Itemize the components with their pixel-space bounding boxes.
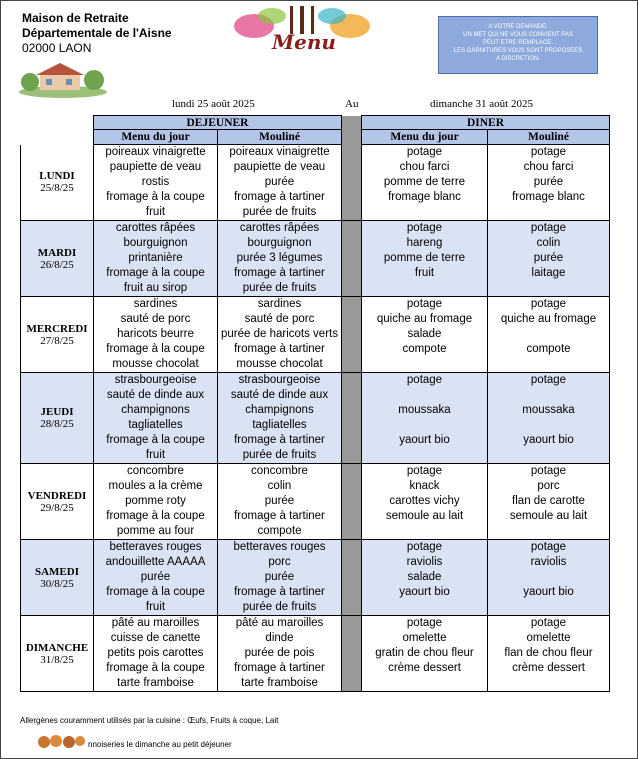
- dish-item: purée de pois: [244, 647, 315, 659]
- dish-item: fromage à tartiner: [234, 586, 325, 598]
- end-date: dimanche 31 août 2025: [430, 98, 533, 110]
- dish-item: yaourt bio: [523, 586, 574, 598]
- notice-line: PEUT ETRE REMPLACE.: [483, 40, 553, 46]
- day-label: [21, 373, 94, 464]
- dish-item: printanière: [128, 252, 183, 264]
- dish-item: fromage blanc: [512, 191, 585, 203]
- dinner-menu-cell: [362, 464, 488, 540]
- day-date: 30/8/25: [40, 577, 74, 590]
- org-city: 02000 LAON: [22, 41, 92, 55]
- dish-item: bourguignon: [123, 237, 188, 249]
- dish-item: [362, 448, 487, 463]
- dish-item: quiche au fromage: [500, 313, 597, 325]
- dish-item: sauté de porc: [244, 313, 315, 325]
- dish-item: sardines: [257, 298, 302, 310]
- dish-item: chou farci: [523, 161, 574, 173]
- day-date: 25/8/25: [40, 182, 74, 195]
- dish-item: rostis: [141, 176, 170, 188]
- dinner-mouline-cell: [488, 373, 610, 464]
- dish-item: tagliatelles: [252, 419, 307, 431]
- dish-item: potage: [406, 465, 443, 477]
- dish-item: [488, 388, 609, 403]
- dish-item: [362, 357, 487, 372]
- dish-item: raviolis: [406, 556, 443, 568]
- dish-item: omelette: [402, 632, 447, 644]
- dish-item: omelette: [526, 632, 571, 644]
- dish-item: sauté de dinde aux: [106, 389, 205, 401]
- dish-item: salade: [407, 571, 442, 583]
- dish-item: [488, 524, 609, 539]
- dish-item: quiche au fromage: [376, 313, 473, 325]
- organization-header: [22, 11, 172, 56]
- column-separator: [342, 297, 362, 373]
- lunch-mouline-cell: [218, 373, 342, 464]
- dish-item: andouillette AAAAA: [105, 556, 206, 568]
- dish-item: tagliatelles: [128, 419, 183, 431]
- dish-item: paupiette de veau: [109, 161, 202, 173]
- dish-item: laitage: [531, 267, 566, 279]
- lunch-menu-cell: [94, 297, 218, 373]
- dish-item: fruit: [145, 206, 166, 218]
- day-name: JEUDI: [40, 406, 74, 418]
- dish-item: potage: [406, 146, 443, 158]
- day-row: [21, 373, 610, 464]
- column-separator: [342, 464, 362, 540]
- lunch-menu-cell: [94, 464, 218, 540]
- start-date: lundi 25 août 2025: [172, 98, 255, 110]
- dish-item: sauté de dinde aux: [230, 389, 329, 401]
- dish-item: fromage à tartiner: [234, 510, 325, 522]
- dish-item: [488, 448, 609, 463]
- notice-line: LES GARNITURES VOUS SONT PROPOSEES: [453, 48, 583, 54]
- dinner-mouline-cell: [488, 464, 610, 540]
- dish-item: pomme roty: [125, 495, 186, 507]
- dish-item: pomme au four: [116, 525, 195, 537]
- dish-item: purée de fruits: [242, 449, 317, 461]
- column-separator: [342, 616, 362, 692]
- dish-item: fromage à la coupe: [106, 267, 205, 279]
- dish-item: potage: [530, 298, 567, 310]
- menu-logo-text: Menu: [272, 30, 336, 54]
- dish-item: carottes râpées: [239, 222, 320, 234]
- dish-item: potage: [530, 146, 567, 158]
- lunch-menu-cell: [94, 540, 218, 616]
- dish-item: fruit au sirop: [123, 282, 188, 294]
- day-date: 26/8/25: [40, 258, 74, 271]
- day-name: MARDI: [37, 246, 77, 259]
- dish-item: purée: [533, 176, 564, 188]
- day-name: SAMEDI: [34, 565, 79, 578]
- dish-item: moules a la crème: [108, 480, 203, 492]
- day-row: [21, 464, 610, 540]
- dish-item: betteraves rouges: [109, 541, 202, 553]
- lunch-mouline-cell: [218, 145, 342, 221]
- dish-item: fromage à la coupe: [106, 343, 205, 355]
- dish-item: potage: [530, 617, 567, 629]
- dish-item: pâté au maroilles: [111, 617, 200, 629]
- dinner-menu-cell: [362, 297, 488, 373]
- dish-item: yaourt bio: [399, 434, 450, 446]
- column-separator: [342, 373, 362, 464]
- dish-item: poireaux vinaigrette: [229, 146, 330, 158]
- dish-item: compote: [402, 343, 447, 355]
- day-row: [21, 540, 610, 616]
- dinner-mouline-cell: [488, 540, 610, 616]
- dish-item: potage: [406, 374, 443, 386]
- dish-item: fromage à tartiner: [234, 267, 325, 279]
- day-date: 27/8/25: [40, 334, 74, 347]
- dish-item: pâté au maroilles: [235, 617, 324, 629]
- dish-item: poireaux vinaigrette: [105, 146, 206, 158]
- dish-item: purée de fruits: [242, 206, 317, 218]
- dish-item: [362, 418, 487, 433]
- dish-item: colin: [536, 237, 561, 249]
- dish-item: moussaka: [398, 404, 451, 416]
- dish-item: potage: [530, 374, 567, 386]
- dish-item: moussaka: [522, 404, 575, 416]
- dish-item: purée: [264, 571, 295, 583]
- lunch-menu-header: Menu du jour: [94, 130, 218, 145]
- dish-item: strasbourgeoise: [114, 374, 197, 386]
- lunch-menu-cell: [94, 221, 218, 297]
- dish-item: fruit: [414, 267, 435, 279]
- dish-item: purée: [140, 571, 171, 583]
- dish-item: gratin de chou fleur: [375, 647, 474, 659]
- dish-item: [362, 281, 487, 296]
- dish-item: sauté de porc: [120, 313, 191, 325]
- day-row: [21, 616, 610, 692]
- dish-item: fromage à tartiner: [234, 191, 325, 203]
- dish-item: [362, 388, 487, 403]
- dinner-mouline-cell: [488, 145, 610, 221]
- dinner-menu-cell: [362, 221, 488, 297]
- dish-item: purée: [533, 252, 564, 264]
- dish-item: [488, 205, 609, 220]
- day-name: MERCREDI: [26, 322, 88, 335]
- lunch-mouline-cell: [218, 540, 342, 616]
- dish-item: fromage à la coupe: [106, 434, 205, 446]
- dish-item: potage: [406, 222, 443, 234]
- dish-item: fromage à la coupe: [106, 510, 205, 522]
- dish-item: [488, 418, 609, 433]
- column-separator: [342, 540, 362, 616]
- notice-line: A VOTRE DEMANDE,: [488, 24, 548, 30]
- dish-item: potage: [530, 222, 567, 234]
- dish-item: chou farci: [399, 161, 450, 173]
- dish-item: flan de carotte: [512, 495, 585, 507]
- dish-item: [488, 281, 609, 296]
- dish-item: carottes vichy: [389, 495, 460, 507]
- dish-item: sardines: [133, 298, 178, 310]
- dish-item: tarte framboise: [241, 677, 318, 689]
- lunch-mouline-cell: [218, 297, 342, 373]
- dish-item: cuisse de canette: [110, 632, 201, 644]
- dish-item: hareng: [406, 237, 443, 249]
- dinner-mouline-cell: [488, 616, 610, 692]
- dish-item: [488, 600, 609, 615]
- lunch-menu-cell: [94, 373, 218, 464]
- notice-line: UN MET QUI NE VOUS CONVIENT PAS: [463, 32, 573, 38]
- dish-item: paupiette de veau: [233, 161, 326, 173]
- dish-item: [362, 524, 487, 539]
- house-illustration: [18, 60, 108, 98]
- dish-item: purée de fruits: [242, 601, 317, 613]
- column-separator: [342, 221, 362, 297]
- viennoiseries-note: nnoiseries le dimanche au petit déjeuner: [88, 740, 232, 749]
- day-row: [21, 221, 610, 297]
- dish-item: potage: [406, 617, 443, 629]
- dish-item: purée: [264, 495, 295, 507]
- dish-item: crème dessert: [388, 662, 461, 674]
- org-name: Maison de Retraite: [22, 11, 129, 25]
- dinner-menu-cell: [362, 145, 488, 221]
- dish-item: raviolis: [530, 556, 567, 568]
- viennoiseries-icon: [36, 733, 86, 749]
- dish-item: yaourt bio: [523, 434, 574, 446]
- dish-item: [488, 676, 609, 691]
- date-separator: Au: [345, 98, 359, 110]
- lunch-menu-cell: [94, 616, 218, 692]
- dinner-mouline-cell: [488, 221, 610, 297]
- day-label: [21, 297, 94, 373]
- dish-item: haricots beurre: [117, 328, 194, 340]
- dish-item: [362, 205, 487, 220]
- day-name: DIMANCHE: [25, 641, 89, 654]
- dish-item: flan de chou fleur: [504, 647, 593, 659]
- dish-item: mousse chocolat: [236, 358, 323, 370]
- dish-item: purée de haricots verts: [221, 328, 338, 340]
- day-label: [21, 540, 94, 616]
- day-name: VENDREDI: [27, 489, 87, 502]
- dish-item: champignons: [121, 404, 190, 416]
- dish-item: carottes râpées: [115, 222, 196, 234]
- dish-item: purée 3 légumes: [236, 252, 323, 264]
- dish-item: compote: [257, 525, 302, 537]
- column-separator: [342, 145, 362, 221]
- dish-item: fromage à tartiner: [234, 662, 325, 674]
- day-label: [21, 616, 94, 692]
- dish-item: petits pois carottes: [107, 647, 204, 659]
- dish-item: [488, 327, 609, 342]
- dish-item: dinde: [265, 632, 294, 644]
- dinner-menu-cell: [362, 540, 488, 616]
- day-label: [21, 464, 94, 540]
- dish-item: [488, 570, 609, 585]
- dish-item: fromage à la coupe: [106, 662, 205, 674]
- dish-item: yaourt bio: [399, 586, 450, 598]
- dish-item: potage: [530, 541, 567, 553]
- notice-banner: [438, 16, 598, 74]
- dish-item: betteraves rouges: [233, 541, 326, 553]
- dish-item: concombre: [251, 465, 308, 477]
- dish-item: potage: [406, 298, 443, 310]
- dish-item: compote: [526, 343, 571, 355]
- org-department: Départementale de l'Aisne: [22, 26, 172, 40]
- dish-item: [362, 600, 487, 615]
- dish-item: knack: [409, 480, 440, 492]
- dish-item: potage: [530, 465, 567, 477]
- dish-item: pomme de terre: [383, 176, 466, 188]
- dish-item: champignons: [245, 404, 314, 416]
- dish-item: fromage à tartiner: [234, 434, 325, 446]
- dinner-header: DINER: [362, 116, 610, 130]
- day-date: 31/8/25: [40, 653, 74, 666]
- notice-line: A DISCRETION.: [495, 56, 540, 62]
- dish-item: [362, 676, 487, 691]
- dinner-mouline-cell: [488, 297, 610, 373]
- dish-item: mousse chocolat: [112, 358, 199, 370]
- dish-item: fruit: [145, 601, 166, 613]
- dinner-menu-header: Menu du jour: [362, 130, 488, 145]
- dish-item: fruit: [145, 449, 166, 461]
- dinner-mouline-header: Mouliné: [488, 130, 610, 145]
- dinner-menu-cell: [362, 373, 488, 464]
- dish-item: porc: [268, 556, 291, 568]
- dish-item: porc: [537, 480, 560, 492]
- lunch-mouline-cell: [218, 221, 342, 297]
- day-date: 29/8/25: [40, 501, 74, 514]
- day-row: [21, 297, 610, 373]
- lunch-mouline-cell: [218, 616, 342, 692]
- dish-item: pomme de terre: [383, 252, 466, 264]
- dish-item: fromage à la coupe: [106, 586, 205, 598]
- dish-item: concombre: [127, 465, 184, 477]
- day-date: 28/8/25: [40, 418, 74, 430]
- dish-item: potage: [406, 541, 443, 553]
- dish-item: semoule au lait: [385, 510, 464, 522]
- dish-item: bourguignon: [247, 237, 312, 249]
- lunch-menu-cell: [94, 145, 218, 221]
- day-name: LUNDI: [39, 170, 75, 183]
- dish-item: fromage blanc: [388, 191, 461, 203]
- lunch-mouline-cell: [218, 464, 342, 540]
- day-label: [21, 221, 94, 297]
- dish-item: [488, 357, 609, 372]
- day-row: [21, 145, 610, 221]
- allergens-note: Allergènes couramment utilisés par la cuisine : Œufs, Fruits à coque, Lait: [20, 716, 279, 725]
- dish-item: tarte framboise: [117, 677, 194, 689]
- lunch-header: DEJEUNER: [94, 116, 342, 130]
- day-label: [21, 145, 94, 221]
- dish-item: colin: [267, 480, 292, 492]
- dish-item: purée: [264, 176, 295, 188]
- dinner-menu-cell: [362, 616, 488, 692]
- weekly-menu-table: [20, 115, 610, 692]
- lunch-mouline-header: Mouliné: [218, 130, 342, 145]
- dish-item: fromage à la coupe: [106, 191, 205, 203]
- dish-item: crème dessert: [512, 662, 585, 674]
- dish-item: purée de fruits: [242, 282, 317, 294]
- dish-item: semoule au lait: [509, 510, 588, 522]
- dish-item: salade: [407, 328, 442, 340]
- dish-item: strasbourgeoise: [238, 374, 321, 386]
- dish-item: fromage à tartiner: [234, 343, 325, 355]
